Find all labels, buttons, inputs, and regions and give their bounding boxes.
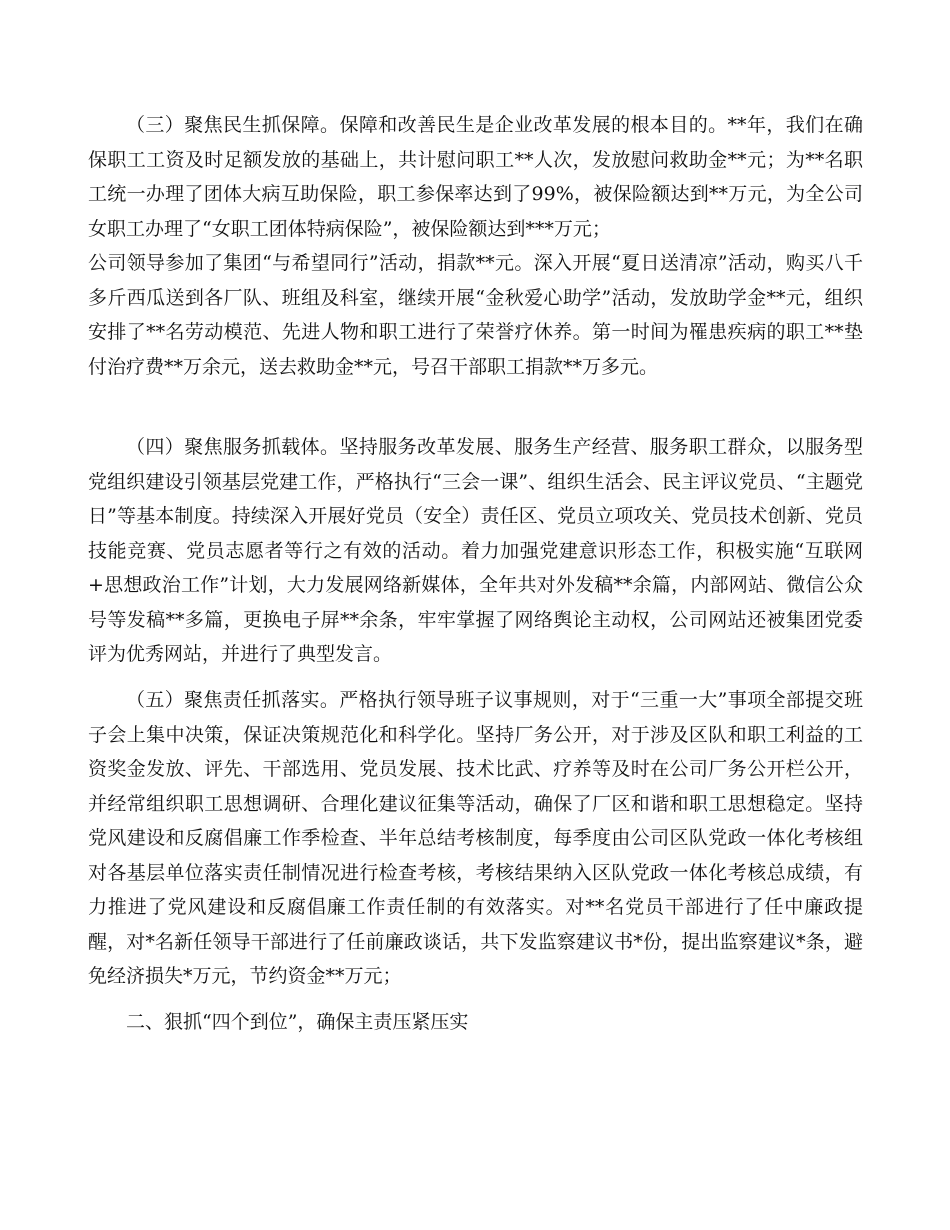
paragraph-responsibility-implementation: （五）聚焦责任抓落实。严格执行领导班子议事规则，对于“三重一大”事项全部提交班子会上集中决策，保证决策规范化和科学化。坚持厂务公开，对于涉及区队和职工利益的工资奖金发放、评先、干部选用、党员发展、技术比武、疗养等及时在公司厂务公开栏公开，并经常组织职工思想调研、合理化建议征集等活动，确保了厂区和谐和职工思想稳定。坚持党风建设和反腐倡廉工作季检查、半年总结考核制度，每季度由公司区队党政一体化考核组对各基层单位落实责任制情况进行检查考核，考核结果纳入区队党政一体化考核总成绩，有力推进了党风建设和反腐倡廉工作责任制的有效落实。对**名党员干部进行了任中廉政提醒，对*名新任领导干部进行了任前廉政谈话，共下发监察建议书*份，提出监察建议*条，避免经济损失*万元，节约资金**万元； (88, 689, 863, 987)
section-heading-two: 二、狠抓“四个到位”，确保主责压紧压实 (126, 1011, 469, 1033)
paragraph-livelihood-security: （三）聚焦民生抓保障。保障和改善民生是企业改革发展的根本目的。**年，我们在确保职工工资及时足额发放的基础上，共计慰问职工**人次，发放慰问救助金**元；为**名职工统一办理了团体大病互助保险，职工参保率达到了99%，被保险额达到**万元，为全公司女职工办理了“女职工团体特病保险”，被保险额达到***万元； 公司领导参加了集团“与希望同行”活动，捐款**元。深入开展“夏日送清凉”活动，购买八千多斤西瓜送到各厂队、班组及科室，继续开展“金秋爱心助学”活动，发放助学金**元，组织安排了**名劳动模范、先进人物和职工进行了荣誉疗休养。第一时间为罹患疾病的职工**垫付治疗费**万余元，送去救助金**元，号召干部职工捐款**万多元。 (88, 114, 863, 378)
paragraph-service-carrier: （四）聚焦服务抓载体。坚持服务改革发展、服务生产经营、服务职工群众，以服务型党组织建设引领基层党建工作，严格执行“三会一课”、组织生活会、民主评议党员、“主题党日”等基本制度。持续深入开展好党员（安全）责任区、党员立项攻关、党员技术创新、党员技能竞赛、党员志愿者等行之有效的活动。着力加强党建意识形态工作，积极实施“互联网+思想政治工作”计划，大力发展网络新媒体，全年共对外发稿**余篇，内部网站、微信公众号等发稿**多篇，更换电子屏**余条，牢牢掌握了网络舆论主动权，公司网站还被集团党委评为优秀网站，并进行了典型发言。 (88, 436, 863, 665)
